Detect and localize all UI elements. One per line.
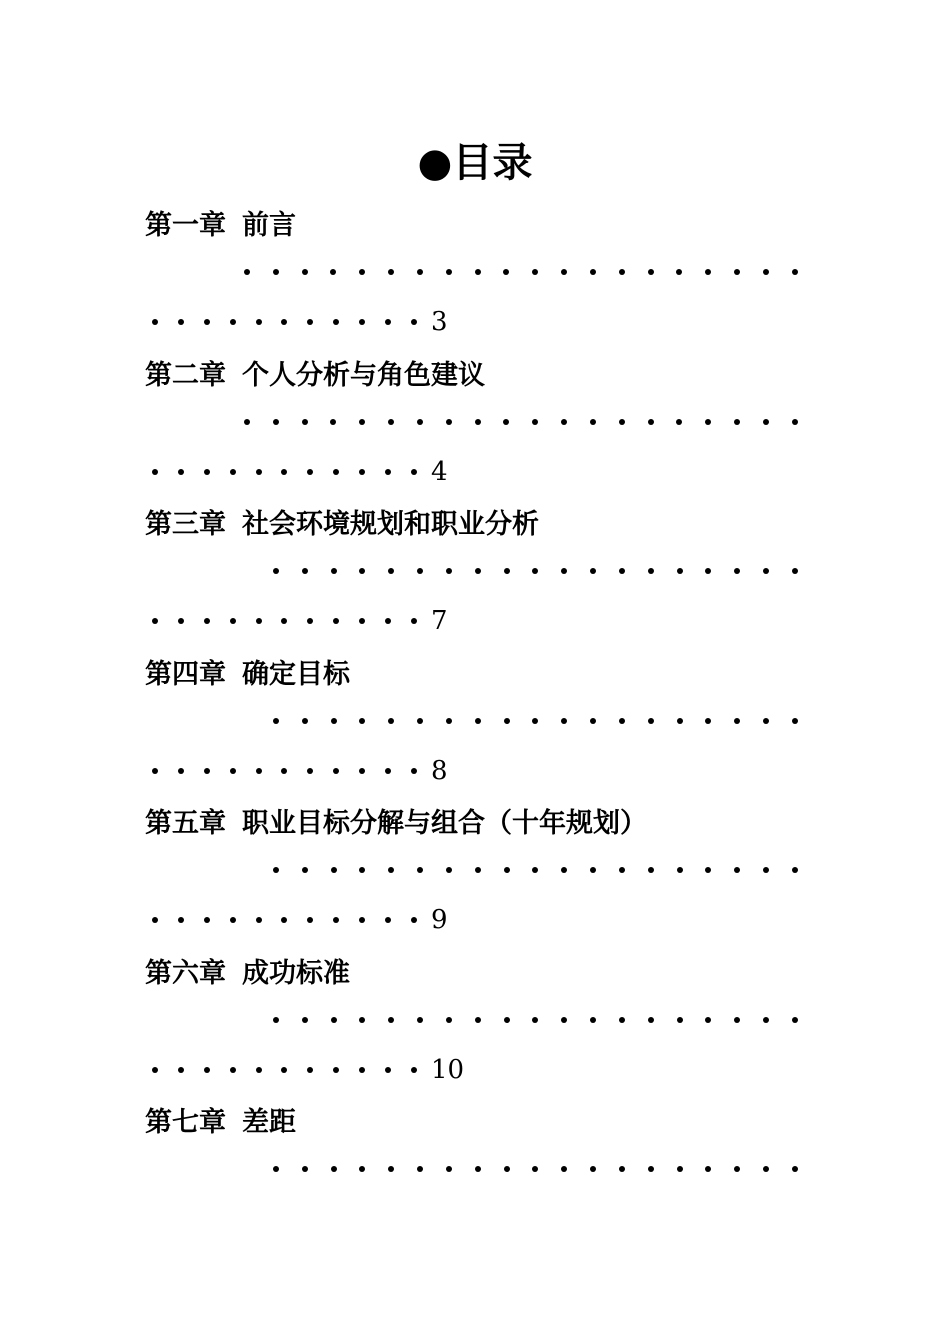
leader-dot <box>705 419 711 425</box>
toc-entry[interactable] <box>0 804 950 954</box>
leader-dot <box>204 469 210 475</box>
chapter-number: 第二章 <box>145 359 226 391</box>
leader-dot <box>619 1166 625 1172</box>
dot-leader <box>273 1000 798 1040</box>
leader-dot <box>330 419 336 425</box>
leader-dot <box>677 1166 683 1172</box>
leader-dot <box>734 1017 740 1023</box>
leader-dot <box>359 618 365 624</box>
leader-dot <box>763 718 769 724</box>
chapter-title: 差距 <box>242 1107 296 1138</box>
leader-dot <box>302 867 308 873</box>
leader-dot <box>792 419 798 425</box>
chapter-heading <box>145 206 296 246</box>
leader-dot <box>230 469 236 475</box>
leader-dot <box>388 718 394 724</box>
dot-leader <box>152 1050 417 1090</box>
leader-dot <box>705 867 711 873</box>
leader-dot <box>359 568 365 574</box>
leader-dot <box>561 718 567 724</box>
leader-dot <box>734 269 740 275</box>
chapter-number: 第七章 <box>145 1107 226 1138</box>
leader-dot <box>204 319 210 325</box>
leader-dot <box>152 319 158 325</box>
leader-dot <box>792 1017 798 1023</box>
leader-dot <box>359 718 365 724</box>
chapter-heading <box>145 505 539 545</box>
leader-dot <box>244 269 250 275</box>
leader-dot <box>475 269 481 275</box>
leader-dot <box>333 319 339 325</box>
leader-dot <box>152 618 158 624</box>
leader-dot <box>417 718 423 724</box>
leader-dot <box>281 1067 287 1073</box>
leader-dot <box>411 319 417 325</box>
dot-leader <box>273 1149 798 1189</box>
leader-dot <box>446 419 452 425</box>
leader-dot <box>302 1166 308 1172</box>
page-number: 9 <box>431 905 448 935</box>
leader-dot <box>792 269 798 275</box>
leader-dot <box>561 419 567 425</box>
leader-dot <box>256 917 262 923</box>
leader-dot <box>561 1017 567 1023</box>
leader-dot <box>256 1067 262 1073</box>
leader-dot <box>734 1166 740 1172</box>
leader-dot <box>648 568 654 574</box>
leader-dot <box>359 319 365 325</box>
leader-dot <box>561 269 567 275</box>
dot-leader <box>152 601 417 641</box>
leader-dot <box>619 419 625 425</box>
chapter-number: 第四章 <box>145 658 226 690</box>
leader-dot <box>532 1017 538 1023</box>
leader-dot <box>648 867 654 873</box>
leader-dot <box>763 1166 769 1172</box>
leader-dot <box>475 1166 481 1172</box>
chapter-heading <box>145 804 647 844</box>
leader-dot <box>763 269 769 275</box>
leader-dot <box>590 269 596 275</box>
leader-dot <box>359 1017 365 1023</box>
leader-dot <box>331 1166 337 1172</box>
leader-dot <box>256 469 262 475</box>
leader-dot <box>417 419 423 425</box>
dot-leader <box>152 751 417 791</box>
leader-dot <box>532 867 538 873</box>
leader-dot <box>446 718 452 724</box>
leader-dot <box>307 319 313 325</box>
leader-dot <box>178 1067 184 1073</box>
dot-leader <box>244 402 798 442</box>
chapter-title: 社会环境规划和职业分析 <box>242 509 539 540</box>
page-number: 10 <box>431 1054 465 1085</box>
leader-dot <box>388 1017 394 1023</box>
leader-dot <box>256 768 262 774</box>
leader-dot <box>734 718 740 724</box>
leader-dot <box>503 419 509 425</box>
leader-dot <box>446 568 452 574</box>
leader-dot <box>590 419 596 425</box>
leader-dot <box>152 469 158 475</box>
leader-dot <box>273 718 279 724</box>
leader-dot <box>307 618 313 624</box>
dot-leader <box>273 551 798 591</box>
dot-leader <box>152 452 417 492</box>
dot-leader <box>152 302 417 342</box>
leader-dot <box>734 867 740 873</box>
leader-dot <box>705 718 711 724</box>
leader-dot <box>446 867 452 873</box>
leader-dot <box>273 867 279 873</box>
leader-dot <box>417 1166 423 1172</box>
leader-dot <box>230 917 236 923</box>
leader-dot <box>705 1166 711 1172</box>
leader-dot <box>677 718 683 724</box>
leader-dot <box>475 1017 481 1023</box>
leader-dot <box>302 419 308 425</box>
leader-dot <box>504 867 510 873</box>
toc-entry[interactable] <box>0 1103 950 1253</box>
leader-dot <box>792 1166 798 1172</box>
leader-dot <box>590 568 596 574</box>
leader-dot <box>273 1017 279 1023</box>
leader-dot <box>619 568 625 574</box>
leader-dot <box>590 1166 596 1172</box>
dot-leader <box>273 701 798 741</box>
leader-dot <box>178 917 184 923</box>
dot-leader <box>273 850 798 890</box>
leader-dot <box>204 768 210 774</box>
leader-dot <box>359 469 365 475</box>
chapter-heading <box>145 356 485 396</box>
leader-dot <box>178 319 184 325</box>
leader-dot <box>619 269 625 275</box>
leader-dot <box>411 917 417 923</box>
page-number: 8 <box>431 755 448 786</box>
leader-dot <box>532 1166 538 1172</box>
leader-dot <box>532 568 538 574</box>
leader-dot <box>281 319 287 325</box>
leader-dot <box>333 469 339 475</box>
leader-dot <box>230 618 236 624</box>
leader-dot <box>152 917 158 923</box>
page-number: 3 <box>431 307 448 337</box>
leader-dot <box>178 469 184 475</box>
leader-dot <box>302 269 308 275</box>
leader-dot <box>385 469 391 475</box>
leader-dot <box>331 1017 337 1023</box>
leader-dot <box>590 867 596 873</box>
leader-dot <box>475 568 481 574</box>
leader-dot <box>475 718 481 724</box>
leader-dot <box>734 568 740 574</box>
leader-dot <box>388 867 394 873</box>
leader-dot <box>385 618 391 624</box>
leader-dot <box>331 867 337 873</box>
dot-leader <box>244 252 798 292</box>
leader-dot <box>792 718 798 724</box>
chapter-number: 第三章 <box>145 509 226 540</box>
leader-dot <box>307 469 313 475</box>
leader-dot <box>330 269 336 275</box>
leader-dot <box>648 1166 654 1172</box>
leader-dot <box>446 1017 452 1023</box>
leader-dot <box>152 1067 158 1073</box>
leader-dot <box>677 568 683 574</box>
leader-dot <box>590 1017 596 1023</box>
leader-dot <box>281 618 287 624</box>
page-title: ●目录 <box>417 139 533 186</box>
chapter-title: 成功标准 <box>242 957 350 989</box>
leader-dot <box>385 768 391 774</box>
leader-dot <box>204 618 210 624</box>
leader-dot <box>411 469 417 475</box>
leader-dot <box>411 618 417 624</box>
leader-dot <box>333 618 339 624</box>
leader-dot <box>504 1017 510 1023</box>
leader-dot <box>417 867 423 873</box>
leader-dot <box>385 319 391 325</box>
leader-dot <box>417 269 423 275</box>
leader-dot <box>446 1166 452 1172</box>
leader-dot <box>763 419 769 425</box>
leader-dot <box>244 419 250 425</box>
leader-dot <box>388 269 394 275</box>
leader-dot <box>302 568 308 574</box>
chapter-heading <box>145 954 350 994</box>
leader-dot <box>204 917 210 923</box>
leader-dot <box>504 1166 510 1172</box>
leader-dot <box>230 768 236 774</box>
toc-entry[interactable] <box>0 655 950 805</box>
leader-dot <box>504 568 510 574</box>
leader-dot <box>677 867 683 873</box>
leader-dot <box>705 568 711 574</box>
leader-dot <box>359 917 365 923</box>
chapter-title: 个人分析与角色建议 <box>242 359 485 391</box>
toc-entry[interactable] <box>0 206 950 356</box>
leader-dot <box>417 568 423 574</box>
leader-dot <box>359 867 365 873</box>
leader-dot <box>273 568 279 574</box>
leader-dot <box>388 1166 394 1172</box>
leader-dot <box>359 1067 365 1073</box>
leader-dot <box>504 718 510 724</box>
leader-dot <box>359 419 365 425</box>
leader-dot <box>333 768 339 774</box>
leader-dot <box>256 319 262 325</box>
leader-dot <box>230 1067 236 1073</box>
leader-dot <box>763 1017 769 1023</box>
leader-dot <box>302 718 308 724</box>
leader-dot <box>792 867 798 873</box>
leader-dot <box>333 1067 339 1073</box>
leader-dot <box>302 1017 308 1023</box>
leader-dot <box>178 618 184 624</box>
page-number: 7 <box>431 606 448 636</box>
chapter-title: 职业目标分解与组合（十年规划） <box>242 808 647 839</box>
leader-dot <box>648 1017 654 1023</box>
leader-dot <box>307 917 313 923</box>
leader-dot <box>792 568 798 574</box>
leader-dot <box>705 269 711 275</box>
leader-dot <box>359 269 365 275</box>
leader-dot <box>532 419 538 425</box>
leader-dot <box>532 269 538 275</box>
toc-entry[interactable] <box>0 505 950 655</box>
chapter-number: 第一章 <box>145 210 226 241</box>
leader-dot <box>532 718 538 724</box>
leader-dot <box>281 917 287 923</box>
leader-dot <box>676 269 682 275</box>
leader-dot <box>648 718 654 724</box>
leader-dot <box>273 269 279 275</box>
toc-entry[interactable] <box>0 954 950 1104</box>
leader-dot <box>446 269 452 275</box>
dot-leader <box>152 900 417 940</box>
leader-dot <box>385 917 391 923</box>
chapter-title: 前言 <box>242 210 296 241</box>
chapter-number: 第六章 <box>145 957 226 989</box>
leader-dot <box>475 867 481 873</box>
leader-dot <box>273 1166 279 1172</box>
leader-dot <box>619 1017 625 1023</box>
leader-dot <box>411 768 417 774</box>
leader-dot <box>307 1067 313 1073</box>
leader-dot <box>359 768 365 774</box>
leader-dot <box>561 1166 567 1172</box>
leader-dot <box>475 419 481 425</box>
leader-dot <box>619 718 625 724</box>
leader-dot <box>281 469 287 475</box>
leader-dot <box>385 1067 391 1073</box>
leader-dot <box>648 269 654 275</box>
leader-dot <box>333 917 339 923</box>
leader-dot <box>273 419 279 425</box>
leader-dot <box>503 269 509 275</box>
leader-dot <box>619 867 625 873</box>
leader-dot <box>561 568 567 574</box>
leader-dot <box>331 568 337 574</box>
leader-dot <box>676 419 682 425</box>
leader-dot <box>677 1017 683 1023</box>
leader-dot <box>178 768 184 774</box>
chapter-title: 确定目标 <box>242 658 350 690</box>
chapter-number: 第五章 <box>145 808 226 839</box>
leader-dot <box>763 867 769 873</box>
leader-dot <box>763 568 769 574</box>
leader-dot <box>648 419 654 425</box>
leader-dot <box>561 867 567 873</box>
leader-dot <box>256 618 262 624</box>
leader-dot <box>388 568 394 574</box>
chapter-heading <box>145 1103 296 1143</box>
leader-dot <box>734 419 740 425</box>
leader-dot <box>331 718 337 724</box>
leader-dot <box>307 768 313 774</box>
leader-dot <box>705 1017 711 1023</box>
chapter-heading <box>145 655 350 695</box>
page-number: 4 <box>431 456 448 487</box>
leader-dot <box>230 319 236 325</box>
leader-dot <box>411 1067 417 1073</box>
leader-dot <box>204 1067 210 1073</box>
leader-dot <box>152 768 158 774</box>
leader-dot <box>590 718 596 724</box>
toc-entry[interactable] <box>0 356 950 506</box>
leader-dot <box>359 1166 365 1172</box>
leader-dot <box>417 1017 423 1023</box>
leader-dot <box>388 419 394 425</box>
leader-dot <box>281 768 287 774</box>
